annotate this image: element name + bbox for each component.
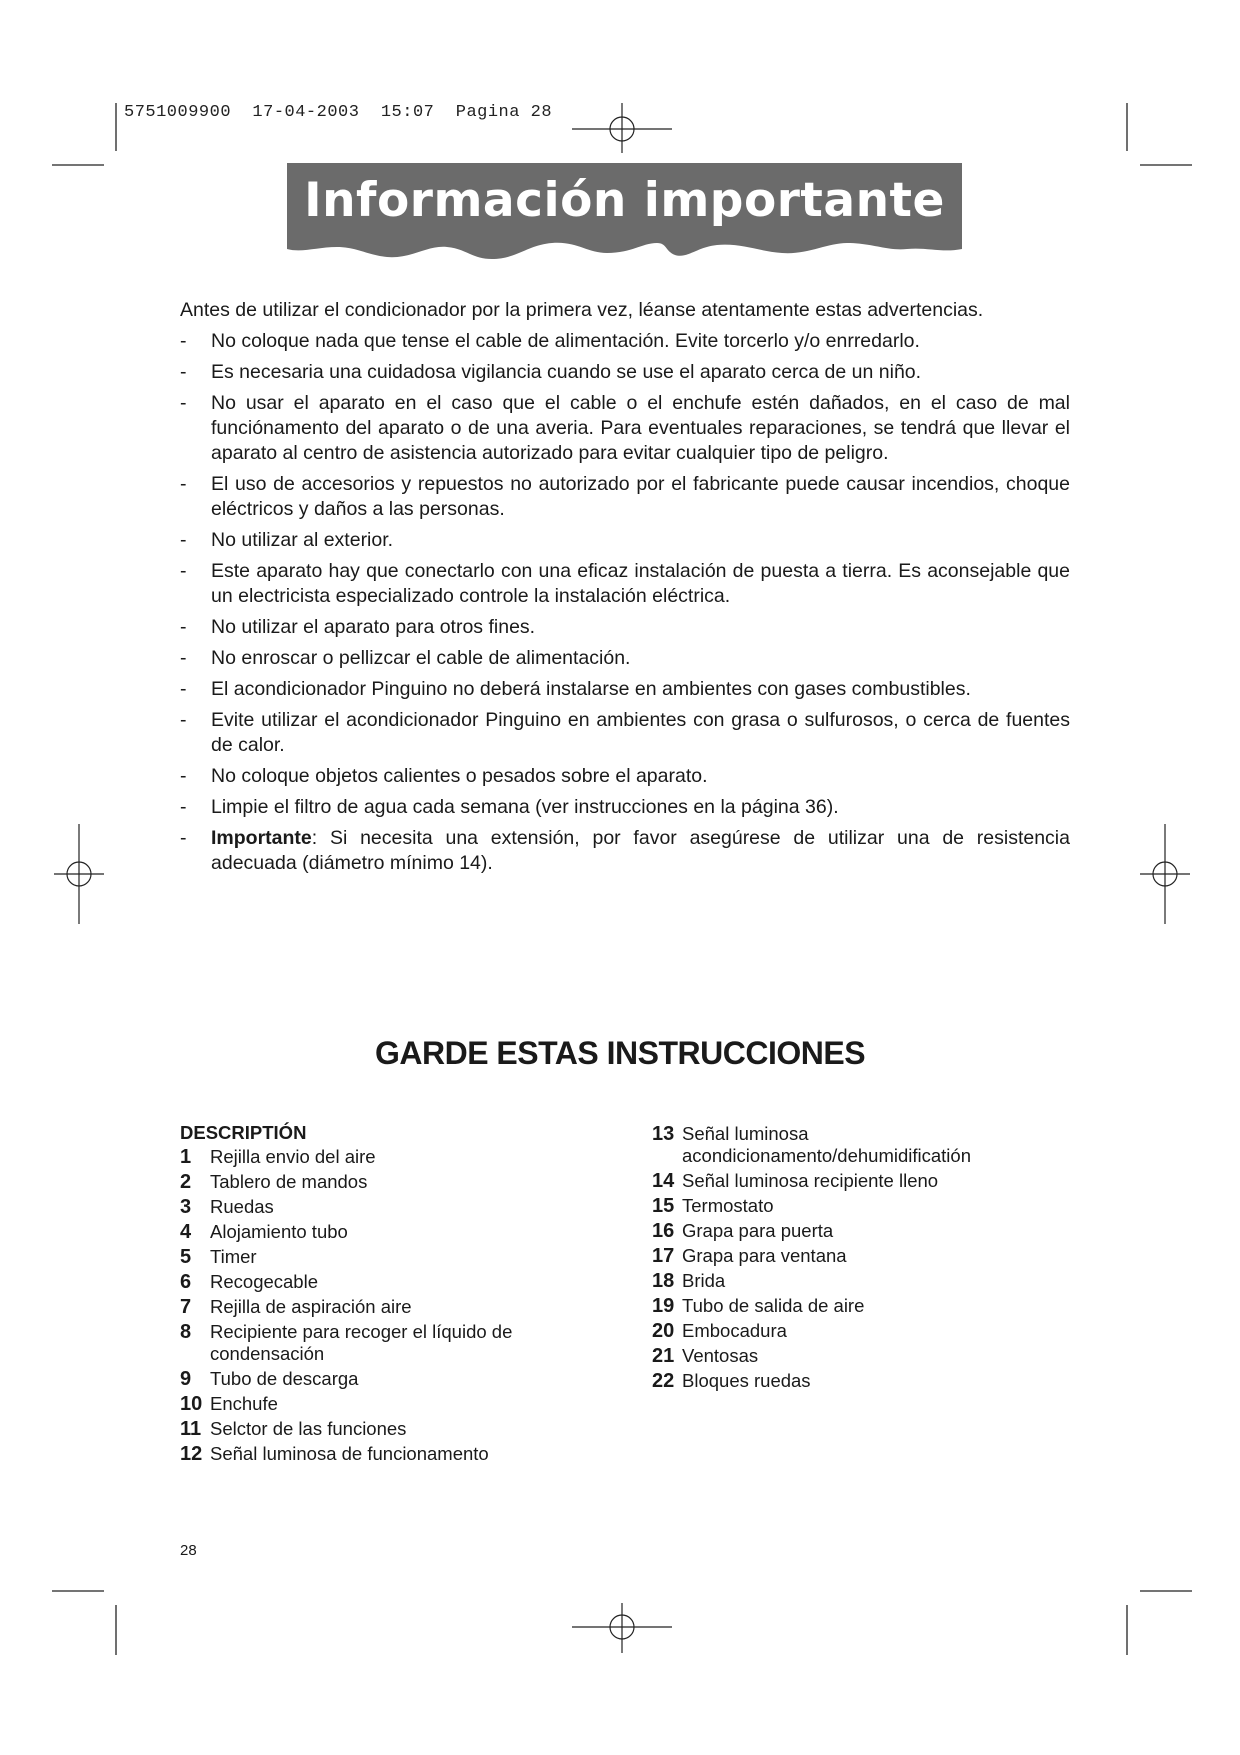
warning-dash: -	[180, 765, 187, 787]
description-item-number: 9	[180, 1368, 192, 1390]
description-item-number: 16	[652, 1220, 675, 1242]
description-item	[180, 1321, 600, 1365]
warning-text: No utilizar el aparato para otros fines.	[211, 616, 536, 638]
description-item	[180, 1146, 600, 1168]
warnings-intro: Antes de utilizar el condicionador por la primera vez, léanse atentamente estas advertencias.	[180, 299, 984, 321]
description-item-label: Alojamiento tubo	[210, 1221, 348, 1242]
registration-mark-top	[572, 103, 672, 153]
save-instructions-heading: GARDE ESTAS INSTRUCCIONES	[374, 1035, 866, 1071]
description-item-label: Señal luminosa de funcionamento	[210, 1443, 489, 1464]
description-item-number: 13	[652, 1123, 675, 1145]
description-item-number: 10	[180, 1393, 203, 1415]
description-item-number: 2	[180, 1171, 192, 1193]
description-item	[652, 1345, 1072, 1367]
description-column-left	[180, 1122, 600, 1468]
registration-mark-left	[54, 824, 104, 924]
description-item-label: Ventosas	[682, 1345, 759, 1366]
warning-dash: -	[180, 647, 187, 669]
description-item-label: Señal luminosa acondicionamento/dehumidificatión	[682, 1123, 971, 1166]
description-item	[180, 1246, 600, 1268]
description-item-label: Ruedas	[210, 1196, 274, 1217]
description-item-label: Tablero de mandos	[210, 1171, 368, 1192]
description-item-number: 15	[652, 1195, 675, 1217]
description-list-left	[180, 1146, 600, 1465]
description-title: DESCRIPTIÓN	[180, 1122, 307, 1143]
description-item-number: 14	[652, 1170, 675, 1192]
description-item	[180, 1221, 600, 1243]
description-item-label: Grapa para puerta	[682, 1220, 834, 1241]
description-item	[652, 1245, 1072, 1267]
warning-dash: -	[180, 616, 187, 638]
description-item-label: Tubo de salida de aire	[682, 1295, 865, 1316]
warning-text: Este aparato hay que conectarlo con una eficaz instalación de puesta a tierra. Es aconsejable que un electricista especializado controle la instalación eléctrica.	[211, 560, 1070, 607]
warning-text: No coloque objetos calientes o pesados sobre el aparato.	[211, 765, 708, 787]
description-item-number: 7	[180, 1296, 192, 1318]
description-item	[652, 1123, 1072, 1167]
warning-text: : Si necesita una extensión, por favor asegúrese de utilizar una de resistencia adecuada (diámetro mínimo 14).	[211, 827, 1070, 874]
description-item-label: Rejilla de aspiración aire	[210, 1296, 412, 1317]
description-item	[652, 1195, 1072, 1217]
warning-item	[180, 615, 1070, 640]
description-item-label: Timer	[210, 1246, 257, 1267]
description-item-number: 18	[652, 1270, 675, 1292]
warning-item	[180, 360, 1070, 385]
title-banner	[287, 163, 962, 266]
description-item-number: 12	[180, 1443, 203, 1465]
description-item-number: 19	[652, 1295, 675, 1317]
warning-text: Evite utilizar el acondicionador Pinguino en ambientes con grasa o sulfurosos, o cerca de fuentes de calor.	[211, 709, 1070, 756]
description-item-number: 8	[180, 1321, 192, 1343]
description-item-number: 3	[180, 1196, 192, 1218]
warnings-section	[180, 298, 1070, 882]
warning-dash: -	[180, 827, 187, 849]
description-item-number: 21	[652, 1345, 675, 1367]
warning-item	[180, 559, 1070, 609]
warning-item	[180, 764, 1070, 789]
warning-text: No coloque nada que tense el cable de alimentación. Evite torcerlo y/o enrredarlo.	[211, 330, 920, 352]
warning-item	[180, 795, 1070, 820]
warning-dash: -	[180, 361, 187, 383]
description-item-number: 11	[180, 1418, 202, 1440]
description-item	[652, 1320, 1072, 1342]
warning-item	[180, 528, 1070, 553]
warning-item	[180, 472, 1070, 522]
description-item	[180, 1196, 600, 1218]
description-item	[180, 1296, 600, 1318]
warning-text: Limpie el filtro de agua cada semana (ver instrucciones en la página 36).	[211, 796, 839, 818]
warning-item	[180, 708, 1070, 758]
description-item	[180, 1171, 600, 1193]
warning-item	[180, 391, 1070, 466]
warning-dash: -	[180, 796, 187, 818]
description-item	[652, 1370, 1072, 1392]
description-item-number: 17	[652, 1245, 675, 1267]
warning-text: Es necesaria una cuidadosa vigilancia cuando se use el aparato cerca de un niño.	[211, 361, 922, 383]
description-item-number: 22	[652, 1370, 675, 1392]
description-item-label: Grapa para ventana	[682, 1245, 847, 1266]
warning-text: No usar el aparato en el caso que el cable o el enchufe estén dañados, en el caso de mal funciónamento del aparato o de una averia. Para eventuales reparaciones, se tendrá que llevar el aparato al centro de asistencia autorizado para evitar cualquier tipo de peligro.	[211, 392, 1070, 464]
warning-dash: -	[180, 473, 187, 495]
description-item-label: Tubo de descarga	[210, 1368, 359, 1389]
description-list-right	[652, 1123, 1072, 1392]
warning-item	[180, 826, 1070, 876]
description-item	[180, 1393, 600, 1415]
description-item	[652, 1170, 1072, 1192]
warning-dash: -	[180, 560, 187, 582]
warning-dash: -	[180, 709, 187, 731]
warning-dash: -	[180, 392, 187, 414]
warning-item	[180, 677, 1070, 702]
description-item-number: 5	[180, 1246, 192, 1268]
description-item	[652, 1295, 1072, 1317]
description-item-label: Bloques ruedas	[682, 1370, 811, 1391]
description-item	[652, 1220, 1072, 1242]
description-item-label: Brida	[682, 1270, 726, 1291]
description-item-label: Termostato	[682, 1195, 774, 1216]
warning-dash: -	[180, 330, 187, 352]
description-item	[180, 1418, 600, 1440]
description-column-right	[652, 1123, 1072, 1395]
page-number: 28	[180, 1542, 197, 1559]
warning-item	[180, 646, 1070, 671]
description-item-number: 20	[652, 1320, 675, 1342]
warning-text: No utilizar al exterior.	[211, 529, 394, 551]
banner-title: Información importante	[304, 172, 945, 228]
registration-mark-bottom	[572, 1603, 672, 1653]
description-item-label: Recogecable	[210, 1271, 318, 1292]
description-item-label: Enchufe	[210, 1393, 278, 1414]
description-item-number: 6	[180, 1271, 192, 1293]
description-item-label: Recipiente para recoger el líquido de condensación	[210, 1321, 513, 1364]
warning-text: El acondicionador Pinguino no deberá instalarse en ambientes con gases combustibles.	[211, 678, 971, 700]
print-slug: 5751009900 17-04-2003 15:07 Pagina 28	[124, 103, 553, 122]
warning-item	[180, 329, 1070, 354]
description-item-label: Embocadura	[682, 1320, 787, 1341]
description-item-number: 1	[180, 1146, 192, 1168]
description-item	[180, 1271, 600, 1293]
description-item	[652, 1270, 1072, 1292]
warning-emphasis: Importante	[211, 827, 312, 849]
warning-dash: -	[180, 678, 187, 700]
warnings-list	[180, 329, 1070, 876]
registration-mark-right	[1140, 824, 1190, 924]
description-item-label: Selctor de las funciones	[210, 1418, 407, 1439]
warning-dash: -	[180, 529, 187, 551]
description-item-number: 4	[180, 1221, 192, 1243]
warning-text: No enroscar o pellizcar el cable de alimentación.	[211, 647, 631, 669]
description-item-label: Rejilla envio del aire	[210, 1146, 376, 1167]
description-item	[180, 1368, 600, 1390]
description-item-label: Señal luminosa recipiente lleno	[682, 1170, 939, 1191]
description-item	[180, 1443, 600, 1465]
warning-text: El uso de accesorios y repuestos no autorizado por el fabricante puede causar incendios, choque eléctricos y daños a las personas.	[211, 473, 1070, 520]
